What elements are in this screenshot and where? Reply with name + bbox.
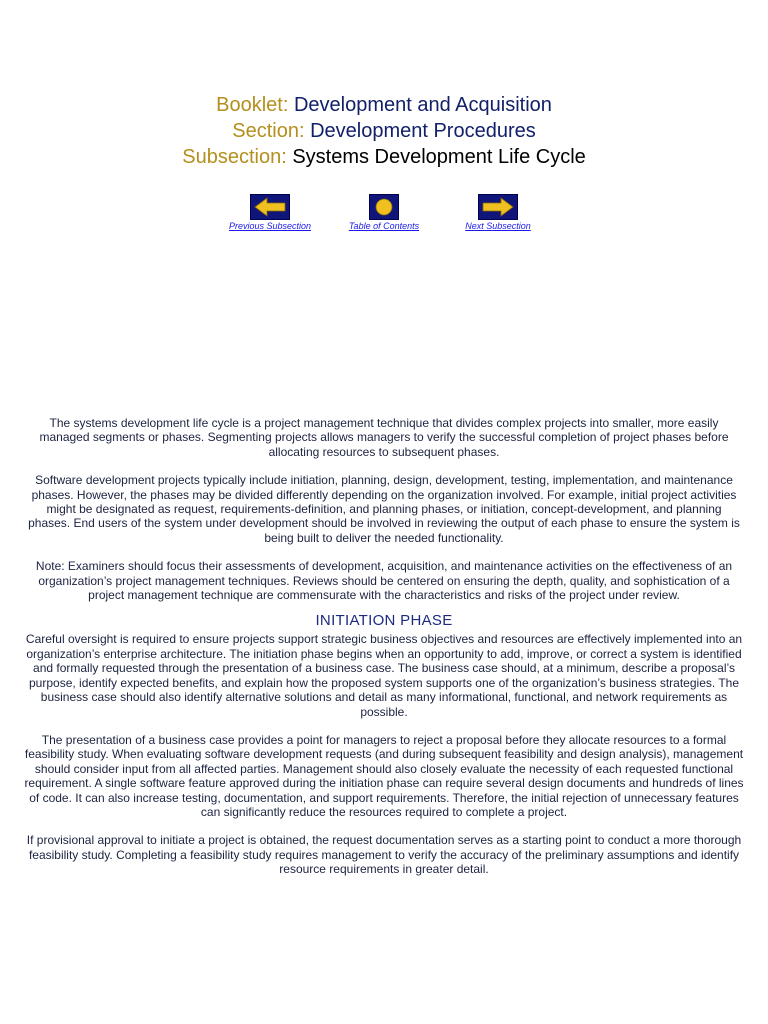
- previous-subsection-button[interactable]: [250, 194, 290, 220]
- next-subsection-link[interactable]: Next Subsection: [465, 221, 531, 231]
- subsection-title: Systems Development Life Cycle: [292, 146, 586, 168]
- paragraph-phases: Software development projects typically include initiation, planning, design, development, testing, implementation, and maintenance phases. However, the phases may be divided differently depending on the organization involved. For example, initial project activities might be designated as request, requirements-definition, and planning phases, or initiation, concept-development, and planning phases. End users of the system under development should be involved in reviewing the output of each phase to ensure the system is being built to deliver the needed functionality.: [28, 473, 740, 545]
- section-key: Section:: [232, 120, 305, 142]
- booklet-title: Development and Acquisition: [293, 94, 552, 116]
- table-of-contents-link[interactable]: Table of Contents: [348, 221, 420, 231]
- left-arrow-icon: [251, 195, 289, 219]
- table-of-contents-nav[interactable]: [324, 194, 444, 231]
- section-title: Development Procedures: [310, 120, 536, 142]
- right-arrow-icon: [479, 195, 517, 219]
- paragraph-intro: The systems development life cycle is a project management technique that divides complex projects into smaller, more easily managed segments or phases. Segmenting projects allows managers to verify the successful completion of project phases before allocating resources to subsequent phases.: [39, 416, 729, 459]
- subsection-key: Subsection:: [182, 146, 287, 168]
- paragraph-note: Note: Examiners should focus their assessments of development, acquisition, and maintenance activities on the effectiveness of an organization’s project management techniques. Reviews should be centered on ensuring the depth, quality, and sophistication of a project management technique are commensurate with the characteristics and risks of the project under review.: [35, 559, 733, 603]
- subsection-navigation: [0, 194, 768, 234]
- next-subsection-button[interactable]: [478, 194, 518, 220]
- subsection-line: [0, 144, 768, 170]
- main-content: [24, 416, 744, 891]
- table-of-contents-button[interactable]: [369, 194, 399, 220]
- next-subsection-nav[interactable]: [438, 194, 558, 231]
- paragraph-initiation-2: The presentation of a business case provides a point for managers to reject a proposal before they allocate resources to a formal feasibility study. When evaluating software development requests (and during subsequent feasibility and design analysis), management should consider input from all affected parties. Management should also closely evaluate the necessity of each requested functional requirement. A single software feature approved during the initiation phase can require several design documents and hundreds of lines of code. It can also increase testing, documentation, and support requirements. Therefore, the initial rejection of unnecessary features can significantly reduce the resources required to complete a project.: [24, 732, 744, 819]
- previous-subsection-nav[interactable]: [210, 194, 330, 231]
- paragraph-initiation-3: If provisional approval to initiate a project is obtained, the request documentation serves as a starting point to conduct a more thorough feasibility study. Completing a feasibility study requires management to verify the accuracy of the preliminary assumptions and identify resource requirements in greater detail.: [26, 833, 742, 877]
- circle-icon: [370, 195, 398, 219]
- initiation-phase-heading: INITIATION PHASE: [315, 612, 453, 630]
- section-line: [0, 118, 768, 144]
- previous-subsection-link[interactable]: Previous Subsection: [228, 221, 312, 231]
- paragraph-initiation-1: Careful oversight is required to ensure projects support strategic business objectives and resources are effectively implemented into an organization’s enterprise architecture. The initiation phase begins when an opportunity to add, improve, or correct a system is identified and formally requested through the presentation of a business case. The business case should, at a minimum, describe a proposal’s purpose, identify expected benefits, and explain how the proposed system supports one of the organization’s business strategies. The business case should also identify alternative solutions and detail as many informational, functional, and network requirements as possible.: [25, 632, 743, 719]
- booklet-line: [0, 92, 768, 118]
- booklet-key: Booklet:: [216, 94, 289, 116]
- page-header: [0, 92, 768, 170]
